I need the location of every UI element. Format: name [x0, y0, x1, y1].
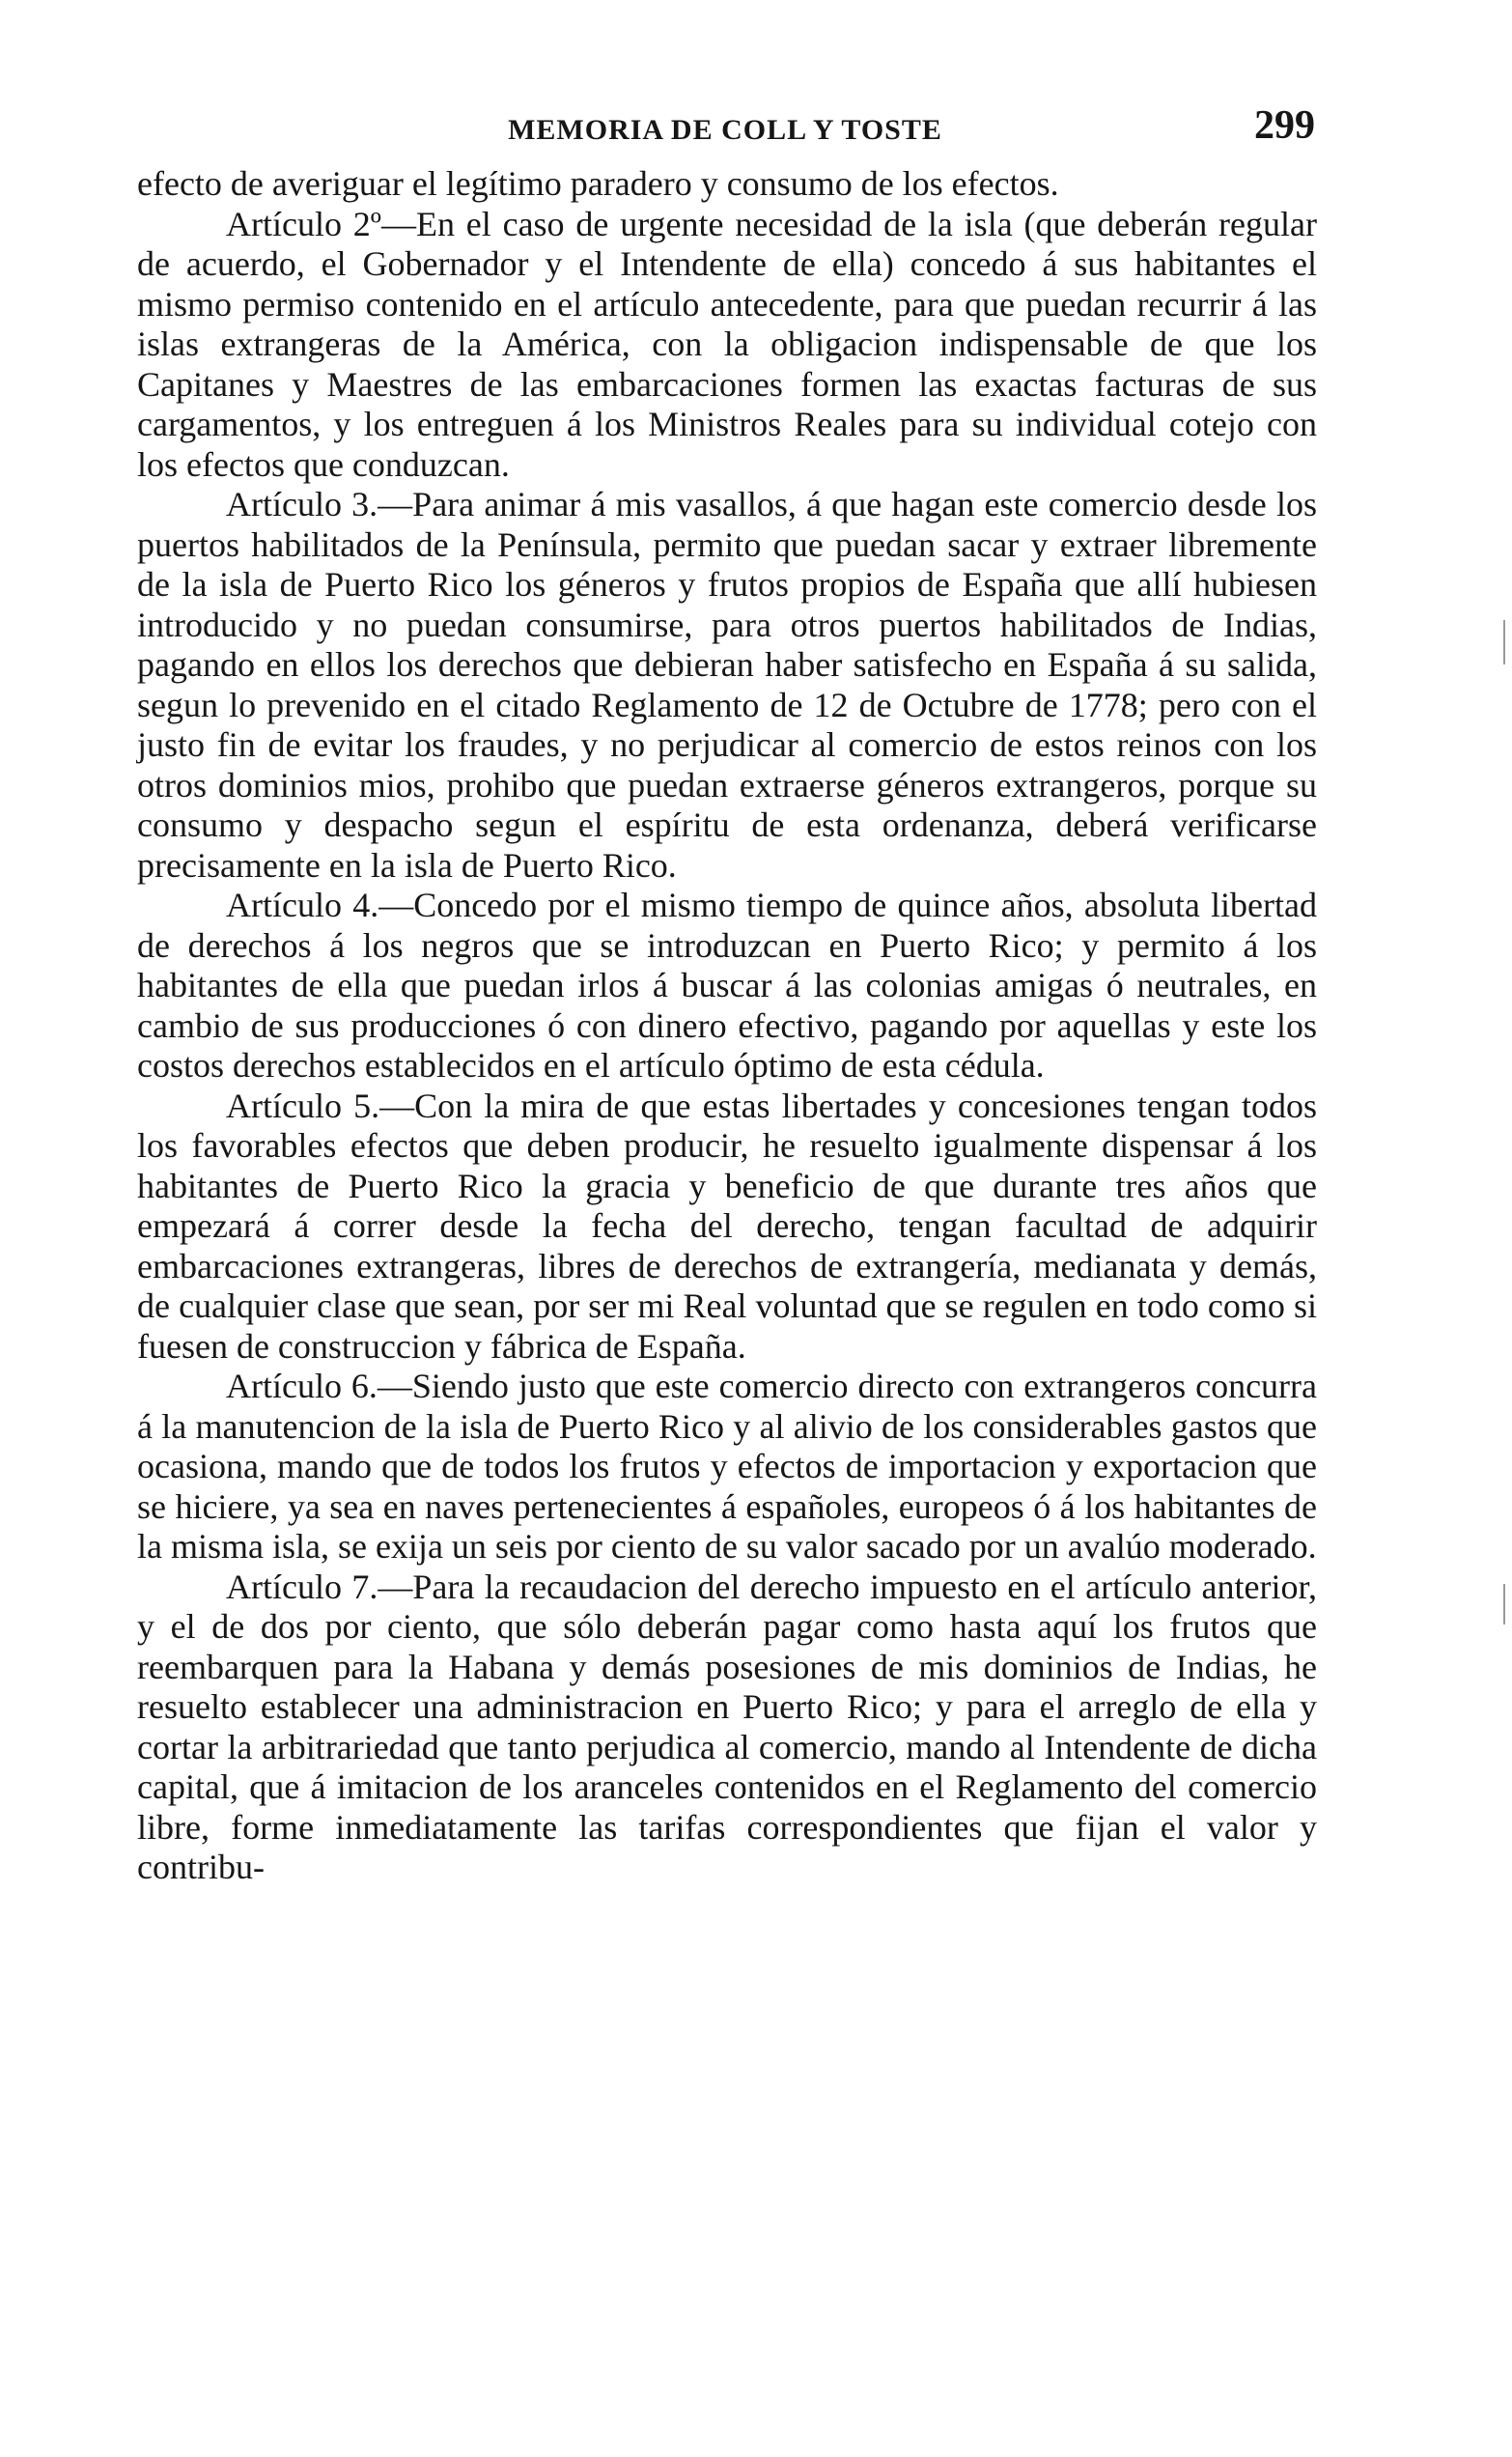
scan-edge-mark: [1503, 1584, 1505, 1624]
scan-edge-mark: [1503, 620, 1505, 664]
running-title: MEMORIA DE COLL Y TOSTE: [508, 114, 942, 146]
paragraph-articulo-2: Artículo 2º—En el caso de urgente necesidad de la isla (que deberán regular de acuerdo, el Gobernador y el Intendente de ella) concedo á sus habitantes el mismo permiso contenido en el artículo antecedente, para que puedan recurrir á las islas extrangeras de la América, con la obligacion indispensable de que los Capitanes y Maestres de las embarcaciones formen las exactas facturas de sus cargamentos, y los entreguen á los Ministros Reales para su individual cotejo con los efectos que conduzcan.: [137, 204, 1317, 484]
paragraph-articulo-3: Artículo 3.—Para animar á mis vasallos, á que hagan este comercio desde los puertos habilitados de la Península, permito que puedan sacar y extraer libremente de la isla de Puerto Rico los géneros y frutos propios de España que allí hubiesen introducido y no puedan consumirse, para otros puertos habilitados de Indias, pagando en ellos los derechos que debieran haber satisfecho en España á su salida, segun lo prevenido en el citado Reglamento de 12 de Octubre de 1778; pero con el justo fin de evitar los fraudes, y no perjudicar al comercio de estos reinos con los otros dominios mios, prohibo que puedan extraerse géneros extrangeros, porque su consumo y despacho segun el espíritu de esta ordenanza, deberá verificarse precisamente en la isla de Puerto Rico.: [137, 485, 1317, 885]
paragraph-articulo-6: Artículo 6.—Siendo justo que este comercio directo con extrangeros concurra á la manutencion de la isla de Puerto Rico y al alivio de los considerables gastos que ocasiona, mando que de todos los frutos y efectos de importacion y exportacion que se hiciere, ya sea en naves pertenecientes á españoles, europeos ó á los habitantes de la misma isla, se exija un seis por ciento de su valor sacado por un avalúo moderado.: [137, 1367, 1317, 1566]
page-number: 299: [1254, 103, 1315, 148]
paragraph-articulo-7: Artículo 7.—Para la recaudacion del derecho impuesto en el artículo anterior, y el de dos por ciento, que sólo deberán pagar como hasta aquí los frutos que reembarquen para la Habana y demás posesiones de mis dominios de Indias, he resuelto establecer una administracion en Puerto Rico; y para el arreglo de ella y cortar la arbitrariedad que tanto perjudica al comercio, mando al Intendente de dicha capital, que á imitacion de los aranceles contenidos en el Reglamento del comercio libre, forme inmediatamente las tarifas correspondientes que fijan el valor y contribu-: [137, 1567, 1317, 1886]
paragraph-articulo-4: Artículo 4.—Concedo por el mismo tiempo de quince años, absoluta libertad de derechos á los negros que se introduzcan en Puerto Rico; y permito á los habitantes de ella que puedan irlos á buscar á las colonias amigas ó neutrales, en cambio de sus producciones ó con dinero efectivo, pagando por aquellas y este los costos derechos establecidos en el artículo óptimo de esta cédula.: [137, 886, 1317, 1085]
paragraph-articulo-5: Artículo 5.—Con la mira de que estas libertades y concesiones tengan todos los favorables efectos que deben producir, he resuelto igualmente dispensar á los habitantes de Puerto Rico la gracia y beneficio de que durante tres años que empezará á correr desde la fecha del derecho, tengan facultad de adquirir embarcaciones extrangeras, libres de derechos de extrangería, medianata y demás, de cualquier clase que sean, por ser mi Real voluntad que se regulen en todo como si fuesen de construccion y fábrica de España.: [137, 1086, 1317, 1366]
body-text: [137, 164, 1317, 1888]
paragraph-continuation: efecto de averiguar el legítimo paradero y consumo de los efectos.: [137, 164, 1059, 203]
running-header: [135, 102, 1315, 160]
